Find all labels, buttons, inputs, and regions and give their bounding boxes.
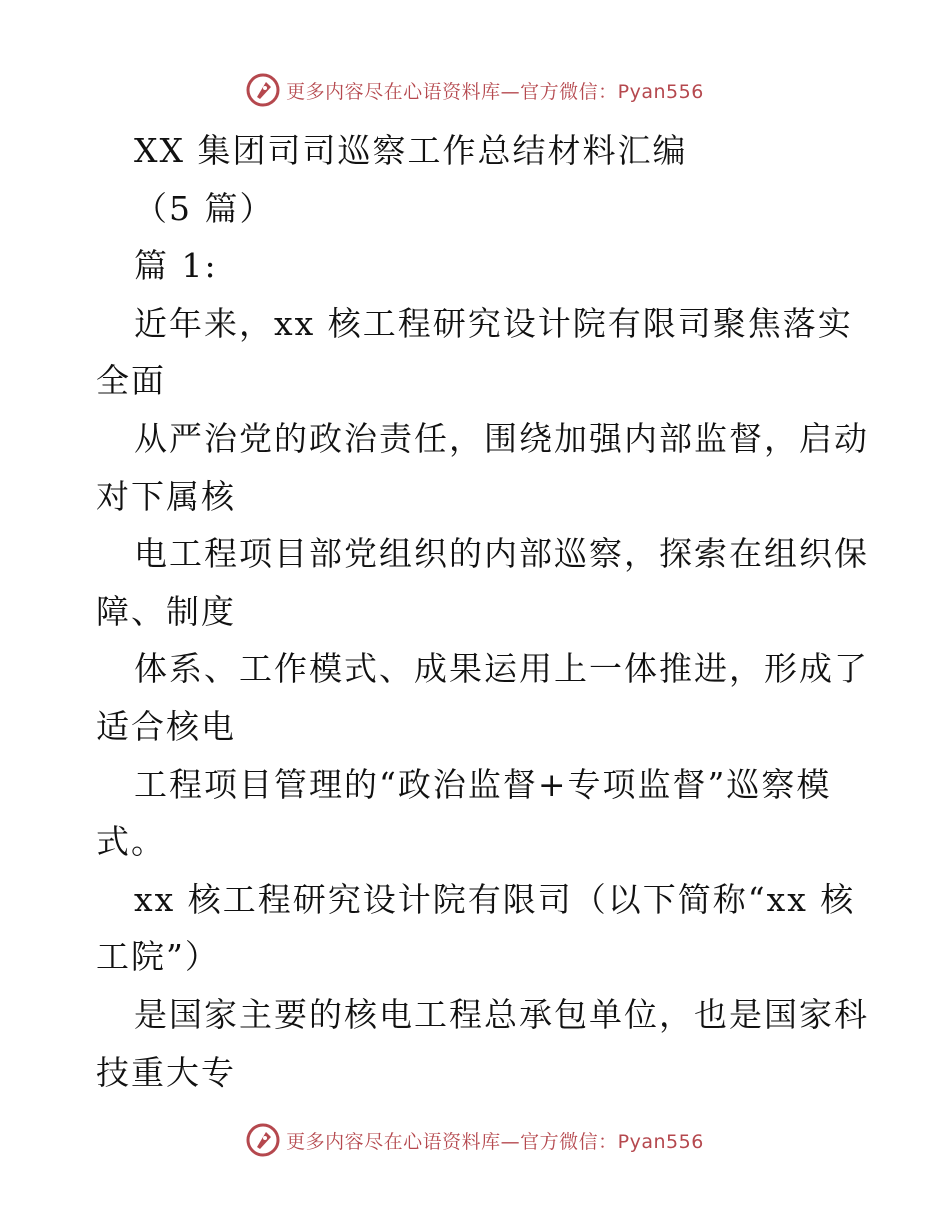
- section-heading: 篇 1:: [134, 246, 218, 286]
- paragraph-line: 全面: [96, 361, 166, 401]
- paragraph-line: 对下属核: [96, 476, 236, 516]
- watermark-footer: [0, 1120, 950, 1160]
- paragraph-line: 体系、工作模式、成果运用上一体推进，形成了: [134, 649, 869, 689]
- document-title: XX 集团司司巡察工作总结材料汇编: [134, 131, 688, 170]
- paragraph-line: 工院”）: [96, 937, 220, 977]
- paragraph-line: 适合核电: [96, 706, 236, 746]
- pen-nib-logo-icon: [246, 1123, 280, 1157]
- paragraph-line: 技重大专: [96, 1052, 236, 1092]
- paragraph-line: 式。: [96, 822, 166, 862]
- paragraph-line: 是国家主要的核电工程总承包单位，也是国家科: [134, 994, 869, 1034]
- watermark-text: 更多内容尽在心语资料库—官方微信：Pyan556: [286, 1130, 704, 1153]
- document-body: [96, 122, 869, 1101]
- pen-nib-logo-icon: [246, 73, 280, 107]
- paragraph-line: 电工程项目部党组织的内部巡察，探索在组织保: [134, 534, 869, 574]
- watermark-text: 更多内容尽在心语资料库—官方微信：Pyan556: [286, 80, 704, 103]
- document-subtitle: （5 篇）: [134, 188, 275, 228]
- paragraph-line: 从严治党的政治责任，围绕加强内部监督，启动: [134, 418, 869, 458]
- paragraph-line: xx 核工程研究设计院有限司（以下简称“xx 核: [134, 879, 856, 919]
- watermark-header: [0, 70, 950, 110]
- paragraph-line: 近年来，xx 核工程研究设计院有限司聚焦落实: [134, 303, 853, 343]
- paragraph-line: 障、制度: [96, 591, 236, 631]
- paragraph-line: 工程项目管理的“政治监督+专项监督”巡察模: [134, 764, 832, 804]
